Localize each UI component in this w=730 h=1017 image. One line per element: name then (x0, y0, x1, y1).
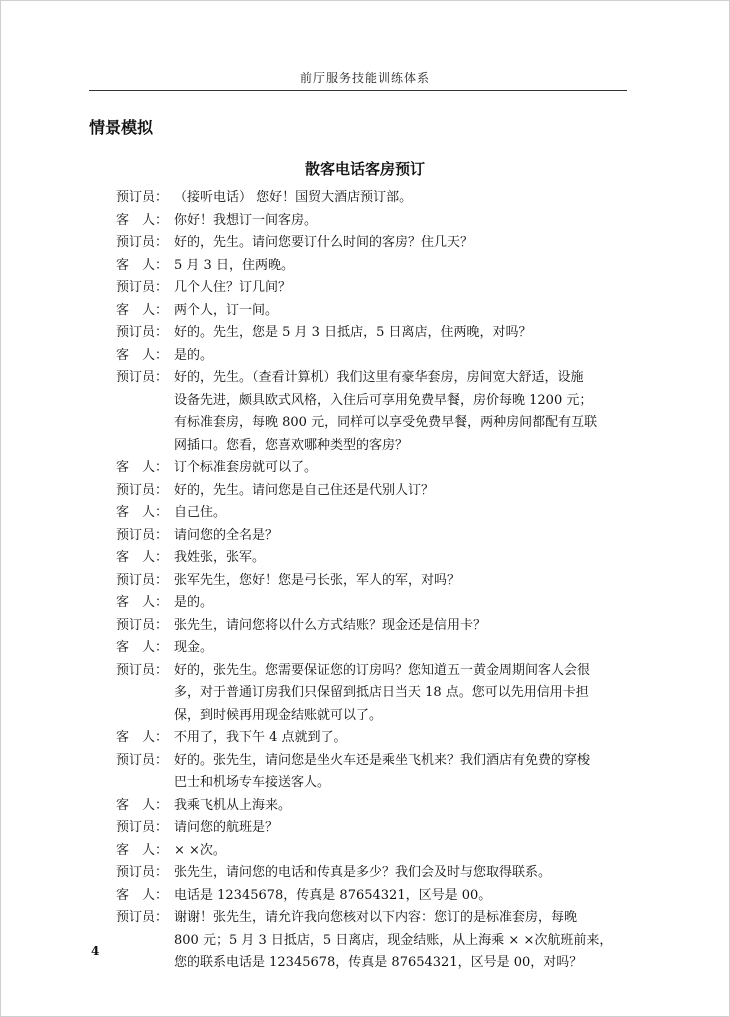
speech-text: 两个人，订一间。 (174, 302, 279, 318)
dialogue-turn (116, 615, 636, 638)
speech-text: 好的，先生。（查看计算机）我们这里有豪华套房，房间宽大舒适，设施 设备先进，颇具欧式风格，入住后可享用免费早餐，房价每晚 1200 元； 有标准套房，每晚 800 元，同样可以享受免费早餐，两种房间都配有互联 网插口。您看，您喜欢哪种类型的客房？ (174, 370, 598, 453)
dialogue-turn (116, 907, 636, 975)
header-rule (89, 90, 627, 91)
dialogue-turn (116, 255, 636, 278)
speaker-label: 客 人： (116, 550, 169, 565)
dialogue-turn (116, 480, 636, 503)
speaker-label: 客 人： (116, 595, 169, 610)
speech-text: 好的，张先生。您需要保证您的订房吗？您知道五一黄金周期间客人会很 多，对于普通订房我们只保留到抵店日当天 18 点。您可以先用信用卡担 保，到时候再用现金结账就可以了。 (174, 662, 591, 723)
dialogue-turn (116, 457, 636, 480)
speaker-label: 预订员： (116, 865, 169, 880)
speaker-label: 客 人： (116, 212, 169, 228)
dialogue-turn (116, 885, 636, 908)
speech-text: 好的，先生。请问您要订什么时间的客房？住几天？ (174, 235, 474, 250)
dialogue-turn (116, 750, 636, 795)
speaker-label: 预订员： (116, 235, 169, 250)
speaker-label: 客 人： (116, 460, 169, 475)
running-header: 前厅服务技能训练体系 (299, 71, 430, 85)
dialogue-turn (116, 300, 636, 323)
speech-text: 电话是 12345678，传真是 87654321，区号是 00。 (174, 887, 492, 903)
speaker-label: 预订员： (116, 190, 169, 205)
dialogue-turn (116, 570, 636, 593)
speech-text: 不用了，我下午 4 点就到了。 (174, 730, 347, 745)
speaker-label: 客 人： (116, 257, 169, 273)
speech-text: 你好！我想订一间客房。 (174, 212, 318, 228)
speaker-label: 客 人： (116, 347, 169, 363)
speaker-label: 客 人： (116, 505, 169, 520)
dialogue-turn (116, 862, 636, 885)
speaker-label: 预订员： (116, 325, 169, 340)
dialogue-turn (116, 232, 636, 255)
dialogue-transcript (116, 187, 636, 975)
speaker-label: 预订员： (116, 370, 169, 385)
speaker-label: 预订员： (116, 572, 169, 588)
speaker-label: 客 人： (116, 797, 169, 813)
speech-text: （接听电话） 您好！国贸大酒店预订部。 (174, 190, 413, 205)
speech-text: × ×次。 (174, 842, 226, 858)
section-heading: 情景模拟 (89, 118, 154, 137)
speech-text: 我姓张，张军。 (174, 550, 266, 565)
speaker-label: 预订员： (116, 910, 169, 925)
speaker-label: 预订员： (116, 482, 169, 498)
speaker-label: 客 人： (116, 640, 169, 655)
speech-text: 5 月 3 日，住两晚。 (174, 257, 294, 273)
dialogue-turn (116, 525, 636, 548)
dialogue-turn (116, 210, 636, 233)
speaker-label: 客 人： (116, 730, 169, 745)
dialogue-turn (116, 322, 636, 345)
speaker-label: 预订员： (116, 662, 169, 678)
speech-text: 请问您的全名是？ (174, 527, 279, 543)
speech-text: 好的，先生。请问您是自己住还是代别人订？ (174, 482, 435, 498)
speaker-label: 预订员： (116, 280, 169, 295)
speech-text: 好的。先生，您是 5 月 3 日抵店，5 日离店，住两晚，对吗？ (174, 325, 532, 340)
speaker-label: 预订员： (116, 820, 169, 835)
dialogue-turn (116, 637, 636, 660)
dialogue-turn (116, 817, 636, 840)
speaker-label: 客 人： (116, 887, 169, 903)
speech-text: 张先生，请问您将以什么方式结账？现金还是信用卡？ (174, 617, 487, 633)
speech-text: 我乘飞机从上海来。 (174, 797, 292, 813)
dialogue-turn (116, 277, 636, 300)
speech-text: 请问您的航班是？ (174, 820, 279, 835)
speaker-label: 客 人： (116, 842, 169, 858)
speaker-label: 预订员： (116, 527, 169, 543)
speech-text: 是的。 (174, 595, 214, 610)
dialogue-turn (116, 187, 636, 210)
dialogue-turn (116, 547, 636, 570)
speech-text: 张先生，请问您的电话和传真是多少？我们会及时与您取得联系。 (174, 865, 552, 880)
speech-text: 几个人住？订几间？ (174, 280, 292, 295)
dialogue-turn (116, 840, 636, 863)
dialogue-turn (116, 502, 636, 525)
dialogue-turn (116, 592, 636, 615)
speech-text: 现金。 (174, 640, 214, 655)
page-number: 4 (91, 944, 100, 958)
speech-text: 张军先生，您好！您是弓长张，军人的军，对吗？ (174, 572, 461, 588)
speech-text: 自己住。 (174, 505, 227, 520)
dialogue-turn (116, 367, 636, 457)
speech-text: 是的。 (174, 347, 214, 363)
speech-text: 好的。张先生，请问您是坐火车还是乘坐飞机来？我们酒店有免费的穿梭 巴士和机场专车接送客人。 (174, 752, 591, 790)
dialogue-turn (116, 345, 636, 368)
speech-text: 谢谢！张先生，请允许我向您核对以下内容：您订的是标准套房，每晚 800 元；5 月 3 日抵店，5 日离店，现金结账，从上海乘 × ×次航班前来， 您的联系电话是 12345678，传真是 87654321，区号是 00，对吗？ (174, 910, 613, 970)
speaker-label: 客 人： (116, 302, 169, 318)
dialogue-turn (116, 660, 636, 728)
dialogue-turn (116, 727, 636, 750)
speaker-label: 预订员： (116, 617, 169, 633)
dialogue-turn (116, 795, 636, 818)
speech-text: 订个标准套房就可以了。 (174, 460, 318, 475)
dialogue-title: 散客电话客房预订 (304, 160, 425, 178)
speaker-label: 预订员： (116, 752, 169, 768)
